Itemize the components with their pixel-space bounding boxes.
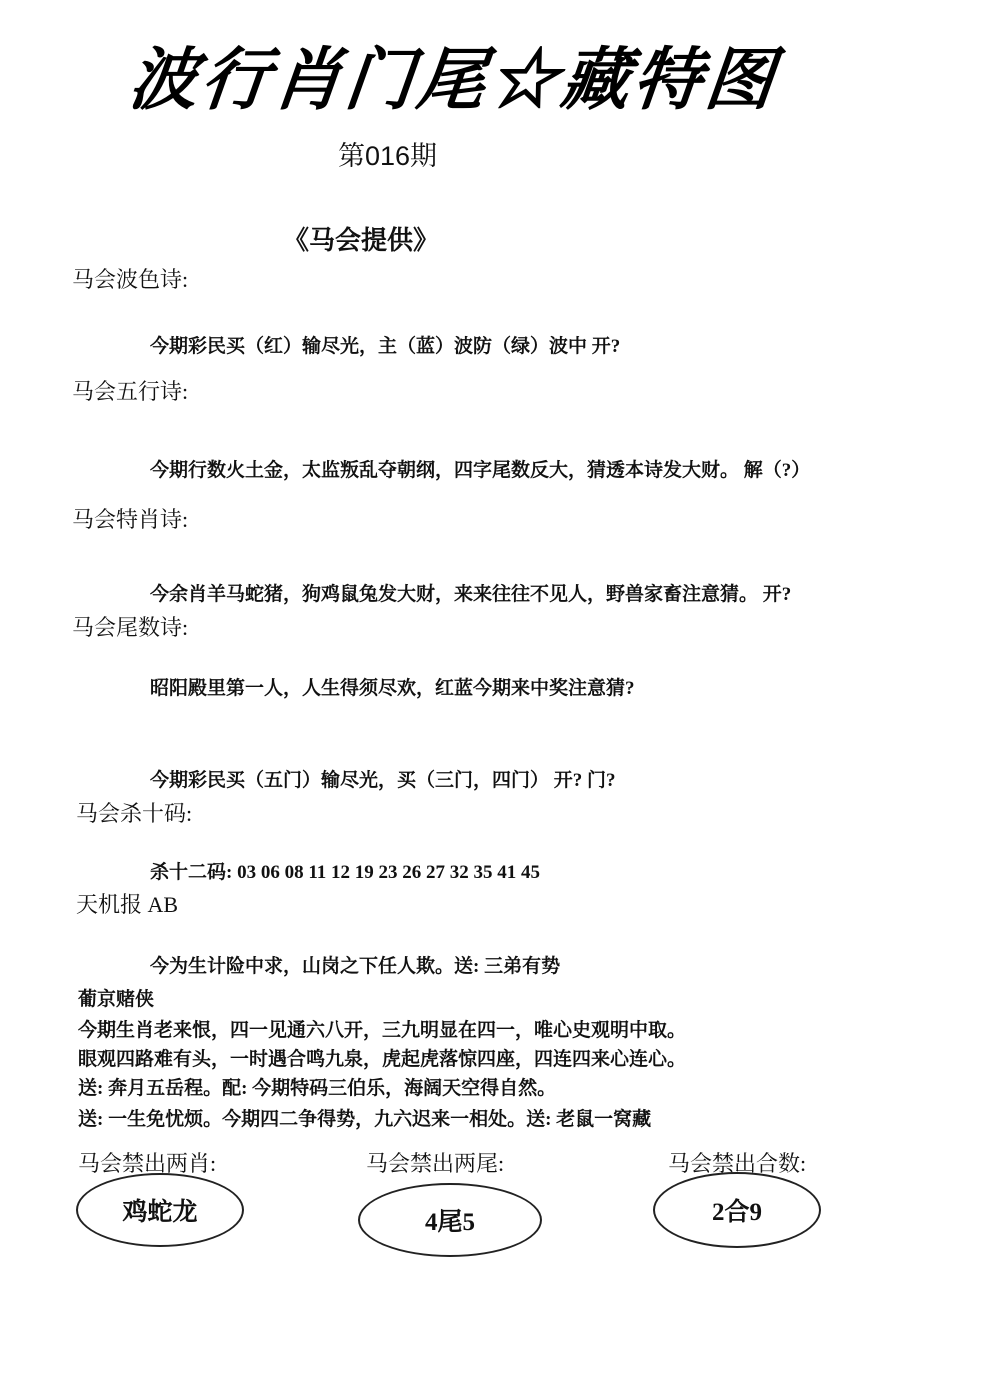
five-elements-poem: 今期行数火土金，太监叛乱夺朝纲，四字尾数反大，猜透本诗发大财。 解（?） — [150, 460, 811, 481]
special-zodiac-label: 马会特肖诗: — [72, 507, 189, 532]
page-title: 波行肖门尾☆藏特图 — [125, 40, 782, 120]
wave-color-label: 马会波色诗: — [72, 267, 189, 292]
ban-sum-value: 2合9 — [653, 1172, 821, 1248]
ban-sum-label: 马会禁出合数: — [668, 1151, 807, 1176]
ban-tail-label: 马会禁出两尾: — [366, 1151, 505, 1176]
provider-label: 《马会提供》 — [283, 226, 440, 255]
tianji-text: 今为生计险中求，山岗之下任人欺。送: 三弟有势 — [150, 956, 561, 977]
kill-numbers: 杀十二码: 03 06 08 11 12 19 23 26 27 32 35 41 45 — [150, 862, 541, 883]
special-zodiac-poem: 今余肖羊马蛇猪，狗鸡鼠兔发大财，来来往往不见人，野兽家畜注意猜。 开? — [150, 584, 792, 605]
issue-number: 第016期 — [338, 141, 438, 171]
ban-zodiac-value: 鸡蛇龙 — [76, 1173, 244, 1247]
pujing-line-2: 眼观四路难有头，一时遇合鸣九泉，虎起虎落惊四座，四连四来心连心。 — [78, 1049, 687, 1070]
tail-number-poem-2: 今期彩民买（五门）输尽光，买（三门，四门） 开? 门? — [150, 770, 616, 791]
pujing-line-4: 送: 一生免忧烦。今期四二争得势，九六迟来一相处。送: 老鼠一窝藏 — [78, 1109, 652, 1130]
ban-tail-value: 4尾5 — [358, 1183, 542, 1257]
pujing-line-3: 送: 奔月五岳程。配: 今期特码三伯乐，海阔天空得自然。 — [78, 1078, 557, 1099]
tianji-label: 天机报 AB — [76, 892, 179, 917]
kill-ten-label: 马会杀十码: — [76, 801, 193, 826]
tail-number-label: 马会尾数诗: — [72, 615, 189, 640]
tail-number-poem-1: 昭阳殿里第一人，人生得须尽欢，红蓝今期来中奖注意猜? — [150, 678, 635, 699]
five-elements-label: 马会五行诗: — [72, 379, 189, 404]
ban-zodiac-label: 马会禁出两肖: — [78, 1151, 217, 1176]
pujing-line-1: 今期生肖老来恨，四一见通六八开，三九明显在四一，唯心史观明中取。 — [78, 1020, 687, 1041]
pujing-label: 葡京赌侠 — [78, 989, 155, 1010]
wave-color-poem: 今期彩民买（红）输尽光，主（蓝）波防（绿）波中 开? — [150, 336, 621, 357]
